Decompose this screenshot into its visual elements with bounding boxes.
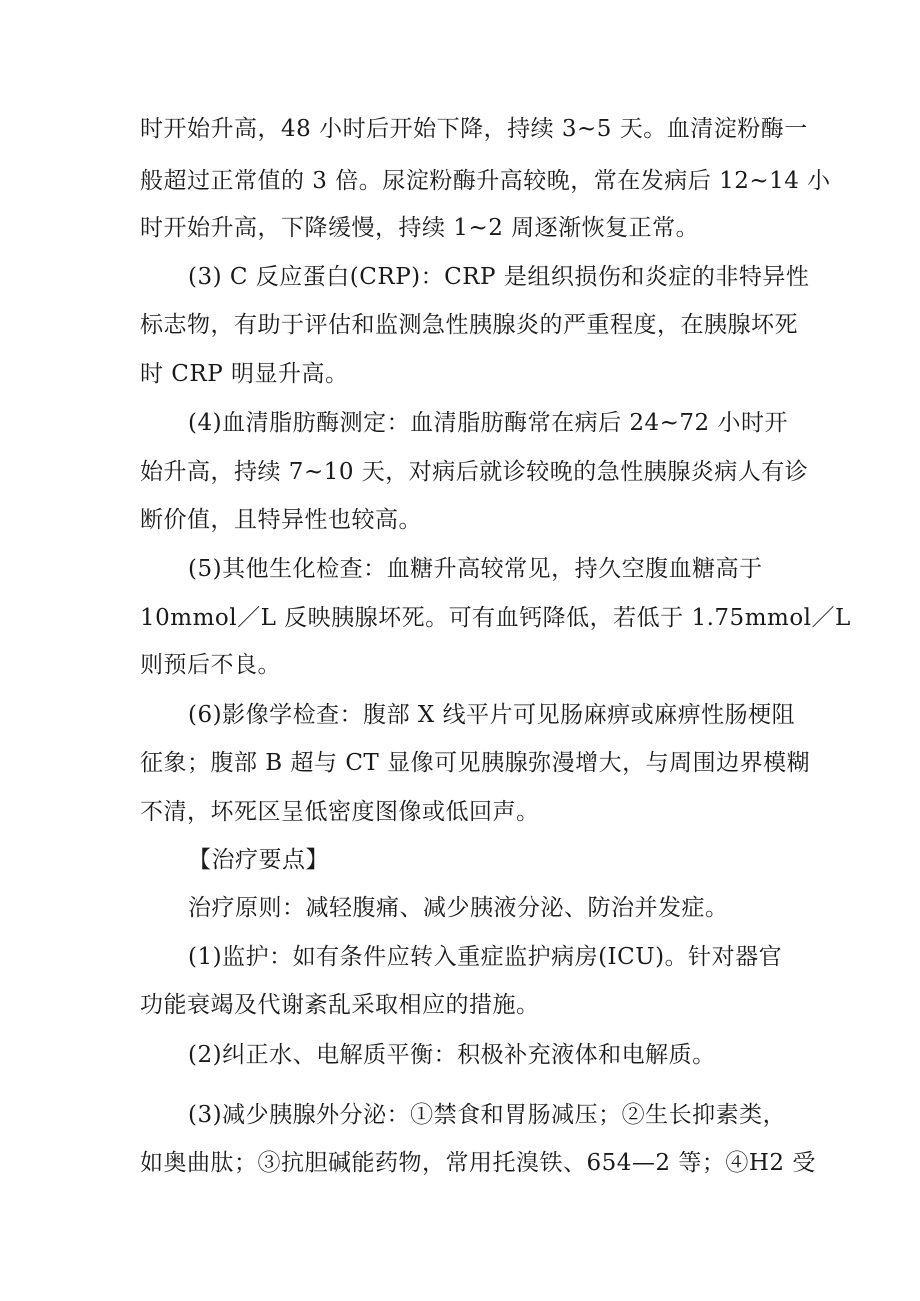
text-line: 治疗原则：减轻腹痛、减少胰液分泌、防治并发症。 xyxy=(188,895,729,921)
text-line: 般超过正常值的 3 倍。尿淀粉酶升高较晚，常在发病后 12~14 小 xyxy=(140,168,831,194)
text-line: (5)其他生化检查：血糖升高较常见，持久空腹血糖高于 xyxy=(188,556,763,582)
text-line: 时 CRP 明显升高。 xyxy=(140,361,349,387)
text-line: 征象；腹部 B 超与 CT 显像可见胰腺弥漫增大，与周围边界模糊 xyxy=(140,750,811,776)
text-line: 不清，坏死区呈低密度图像或低回声。 xyxy=(140,799,540,825)
text-line: 时开始升高，48 小时后开始下降，持续 3~5 天。血清淀粉酶一 xyxy=(140,116,808,142)
text-line: 断价值，且特异性也较高。 xyxy=(140,507,422,533)
text-line: (6)影像学检查：腹部 X 线平片可见肠麻痹或麻痹性肠梗阻 xyxy=(188,702,796,728)
text-line: 标志物，有助于评估和监测急性胰腺炎的严重程度，在胰腺坏死 xyxy=(140,312,798,338)
text-line: 始升高，持续 7~10 天，对病后就诊较晚的急性胰腺炎病人有诊 xyxy=(140,459,809,485)
text-line: 如奥曲肽；③抗胆碱能药物，常用托溴铁、654—2 等；④H2 受 xyxy=(140,1150,816,1176)
text-line: 功能衰竭及代谢紊乱采取相应的措施。 xyxy=(140,992,540,1018)
text-line: 时开始升高，下降缓慢，持续 1~2 周逐渐恢复正常。 xyxy=(140,215,700,241)
text-line: (2)纠正水、电解质平衡：积极补充液体和电解质。 xyxy=(188,1042,716,1068)
text-line: 10mmol／L 反映胰腺坏死。可有血钙降低，若低于 1.75mmol／L xyxy=(140,605,851,631)
section-heading: 【治疗要点】 xyxy=(188,847,329,873)
text-line: (3) C 反应蛋白(CRP)：CRP 是组织损伤和炎症的非特异性 xyxy=(188,264,810,290)
text-line: (4)血清脂肪酶测定：血清脂肪酶常在病后 24~72 小时开 xyxy=(188,410,789,436)
text-line: (1)监护：如有条件应转入重症监护病房(ICU)。针对器官 xyxy=(188,944,783,970)
text-line: (3)减少胰腺外分泌：①禁食和胃肠减压；②生长抑素类， xyxy=(188,1102,787,1128)
text-line: 则预后不良。 xyxy=(140,652,281,678)
